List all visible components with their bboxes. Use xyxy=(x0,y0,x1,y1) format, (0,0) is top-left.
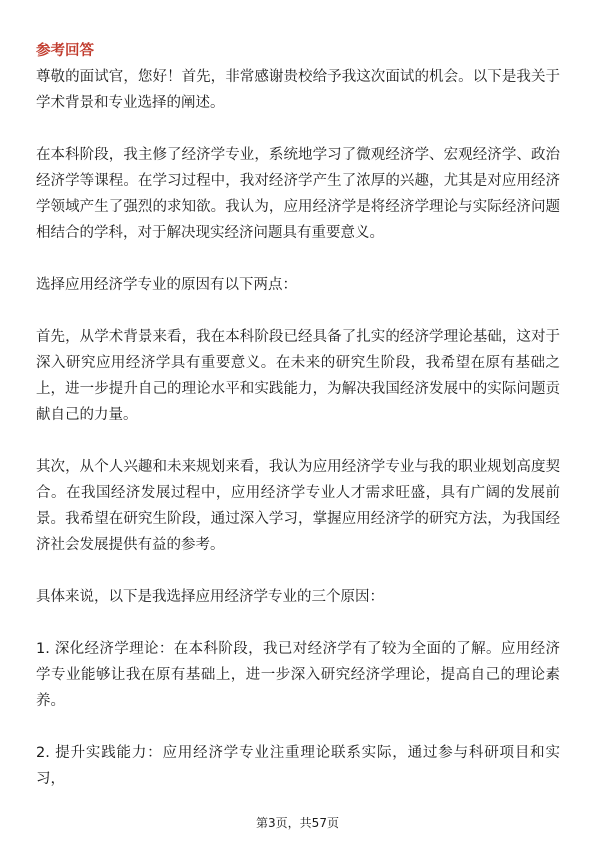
page-number-footer: 第3页，共57页 xyxy=(256,816,339,830)
document-body xyxy=(36,38,560,818)
paragraph-item-1: 1. 深化经济学理论：在本科阶段，我已对经济学有了较为全面的了解。应用经济学专业能够让我在原有基础上，进一步深入研究经济学理论，提高自己的理论素养。 xyxy=(36,641,560,709)
paragraph-reasons-intro: 选择应用经济学专业的原因有以下两点： xyxy=(36,277,297,293)
paragraph-item-2: 2. 提升实践能力：应用经济学专业注重理论联系实际，通过参与科研项目和实习， xyxy=(36,745,560,787)
paragraph-reason-second: 其次，从个人兴趣和未来规划来看，我认为应用经济学专业与我的职业规划高度契合。在我国经济发展过程中，应用经济学专业人才需求旺盛，具有广阔的发展前景。我希望在研究生阶段，通过深入学习，掌握应用经济学的研究方法，为我国经济社会发展提供有益的参考。 xyxy=(36,459,560,553)
paragraph-intro: 尊敬的面试官，您好！首先，非常感谢贵校给予我这次面试的机会。以下是我关于学术背景和专业选择的阐述。 xyxy=(36,69,560,111)
paragraph-three-reasons-intro: 具体来说，以下是我选择应用经济学专业的三个原因： xyxy=(36,589,384,605)
paragraph-undergrad: 在本科阶段，我主修了经济学专业，系统地学习了微观经济学、宏观经济学、政治经济学等课程。在学习过程中，我对经济学产生了浓厚的兴趣，尤其是对应用经济学领域产生了强烈的求知欲。我认为，应用经济学是将经济学理论与实际经济问题相结合的学科，对于解决现实经济问题具有重要意义。 xyxy=(36,147,560,241)
paragraph-reason-first: 首先，从学术背景来看，我在本科阶段已经具备了扎实的经济学理论基础，这对于深入研究应用经济学具有重要意义。在未来的研究生阶段，我希望在原有基础之上，进一步提升自己的理论水平和实践能力，为解决我国经济发展中的实际问题贡献自己的力量。 xyxy=(36,329,560,423)
answer-heading: 参考回答 xyxy=(36,43,94,59)
